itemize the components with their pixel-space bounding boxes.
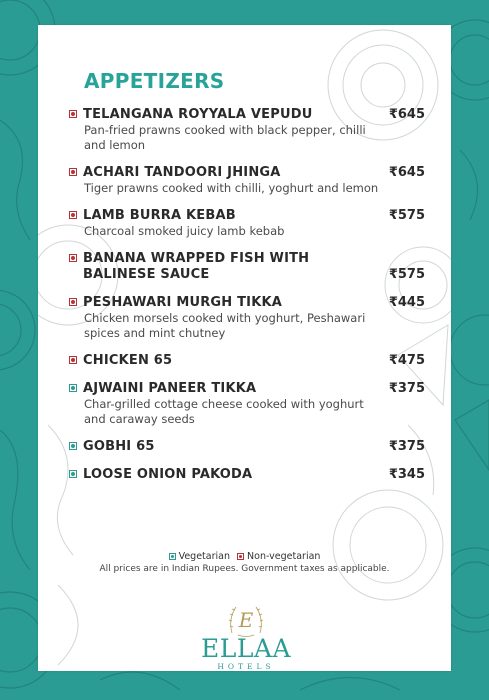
menu-item bbox=[69, 208, 425, 239]
item-price: ₹375 bbox=[388, 381, 425, 396]
item-description: Char-grilled cottage cheese cooked with yoghurt and caraway seeds bbox=[84, 397, 364, 426]
item-name: BANANA WRAPPED FISH WITH BALINESE SAUCE bbox=[83, 251, 310, 282]
veg-icon bbox=[69, 470, 77, 478]
veg-icon bbox=[69, 384, 77, 392]
item-name: PESHAWARI MURGH TIKKA bbox=[83, 295, 283, 310]
legend-veg-label: Vegetarian bbox=[178, 551, 230, 562]
diet-legend bbox=[38, 550, 451, 562]
item-name: TELANGANA ROYYALA VEPUDU bbox=[83, 107, 313, 122]
brand-subtitle: HOTELS bbox=[217, 662, 275, 671]
tax-note: All prices are in Indian Rupees. Government taxes as applicable. bbox=[99, 564, 390, 574]
item-price: ₹375 bbox=[388, 439, 425, 454]
menu-item bbox=[69, 353, 425, 369]
item-price: ₹575 bbox=[388, 267, 425, 282]
logo-emblem-letter: E bbox=[238, 608, 254, 632]
item-name: GOBHI 65 bbox=[83, 439, 155, 454]
veg-icon bbox=[169, 553, 176, 560]
non-veg-icon bbox=[69, 110, 77, 118]
menu-item bbox=[69, 295, 425, 341]
menu-card bbox=[38, 25, 451, 671]
non-veg-icon bbox=[69, 298, 77, 306]
menu-item-list bbox=[69, 107, 425, 495]
item-price: ₹475 bbox=[388, 353, 425, 368]
menu-item bbox=[69, 381, 425, 427]
item-price: ₹445 bbox=[388, 295, 425, 310]
item-price: ₹645 bbox=[388, 107, 425, 122]
menu-item bbox=[69, 467, 425, 483]
item-description: Tiger prawns cooked with chilli, yoghurt and lemon bbox=[84, 181, 379, 195]
legend-non-veg bbox=[237, 551, 320, 562]
legend-non-veg-label: Non-vegetarian bbox=[247, 551, 321, 562]
hotel-logo bbox=[186, 599, 306, 671]
legend-veg bbox=[169, 551, 230, 562]
item-price: ₹575 bbox=[388, 208, 425, 223]
item-price: ₹645 bbox=[388, 165, 425, 180]
item-name: ACHARI TANDOORI JHINGA bbox=[83, 165, 281, 180]
non-veg-icon bbox=[69, 168, 77, 176]
menu-item bbox=[69, 165, 425, 196]
item-description: Charcoal smoked juicy lamb kebab bbox=[84, 224, 285, 238]
veg-icon bbox=[69, 442, 77, 450]
logo-emblem-icon bbox=[224, 599, 268, 639]
non-veg-icon bbox=[237, 553, 244, 560]
item-name: AJWAINI PANEER TIKKA bbox=[83, 381, 257, 396]
item-name: LAMB BURRA KEBAB bbox=[83, 208, 236, 223]
non-veg-icon bbox=[69, 254, 77, 262]
brand-name: ELLAA bbox=[200, 634, 292, 663]
menu-item bbox=[69, 107, 425, 153]
non-veg-icon bbox=[69, 211, 77, 219]
item-description: Pan-fried prawns cooked with black pepper, chilli and lemon bbox=[84, 123, 366, 152]
section-title: APPETIZERS bbox=[84, 69, 225, 93]
menu-item bbox=[69, 439, 425, 455]
item-name: LOOSE ONION PAKODA bbox=[83, 467, 253, 482]
menu-item bbox=[69, 251, 425, 283]
non-veg-icon bbox=[69, 356, 77, 364]
item-description: Chicken morsels cooked with yoghurt, Peshawari spices and mint chutney bbox=[84, 311, 366, 340]
item-name: CHICKEN 65 bbox=[83, 353, 173, 368]
item-price: ₹345 bbox=[388, 467, 425, 482]
